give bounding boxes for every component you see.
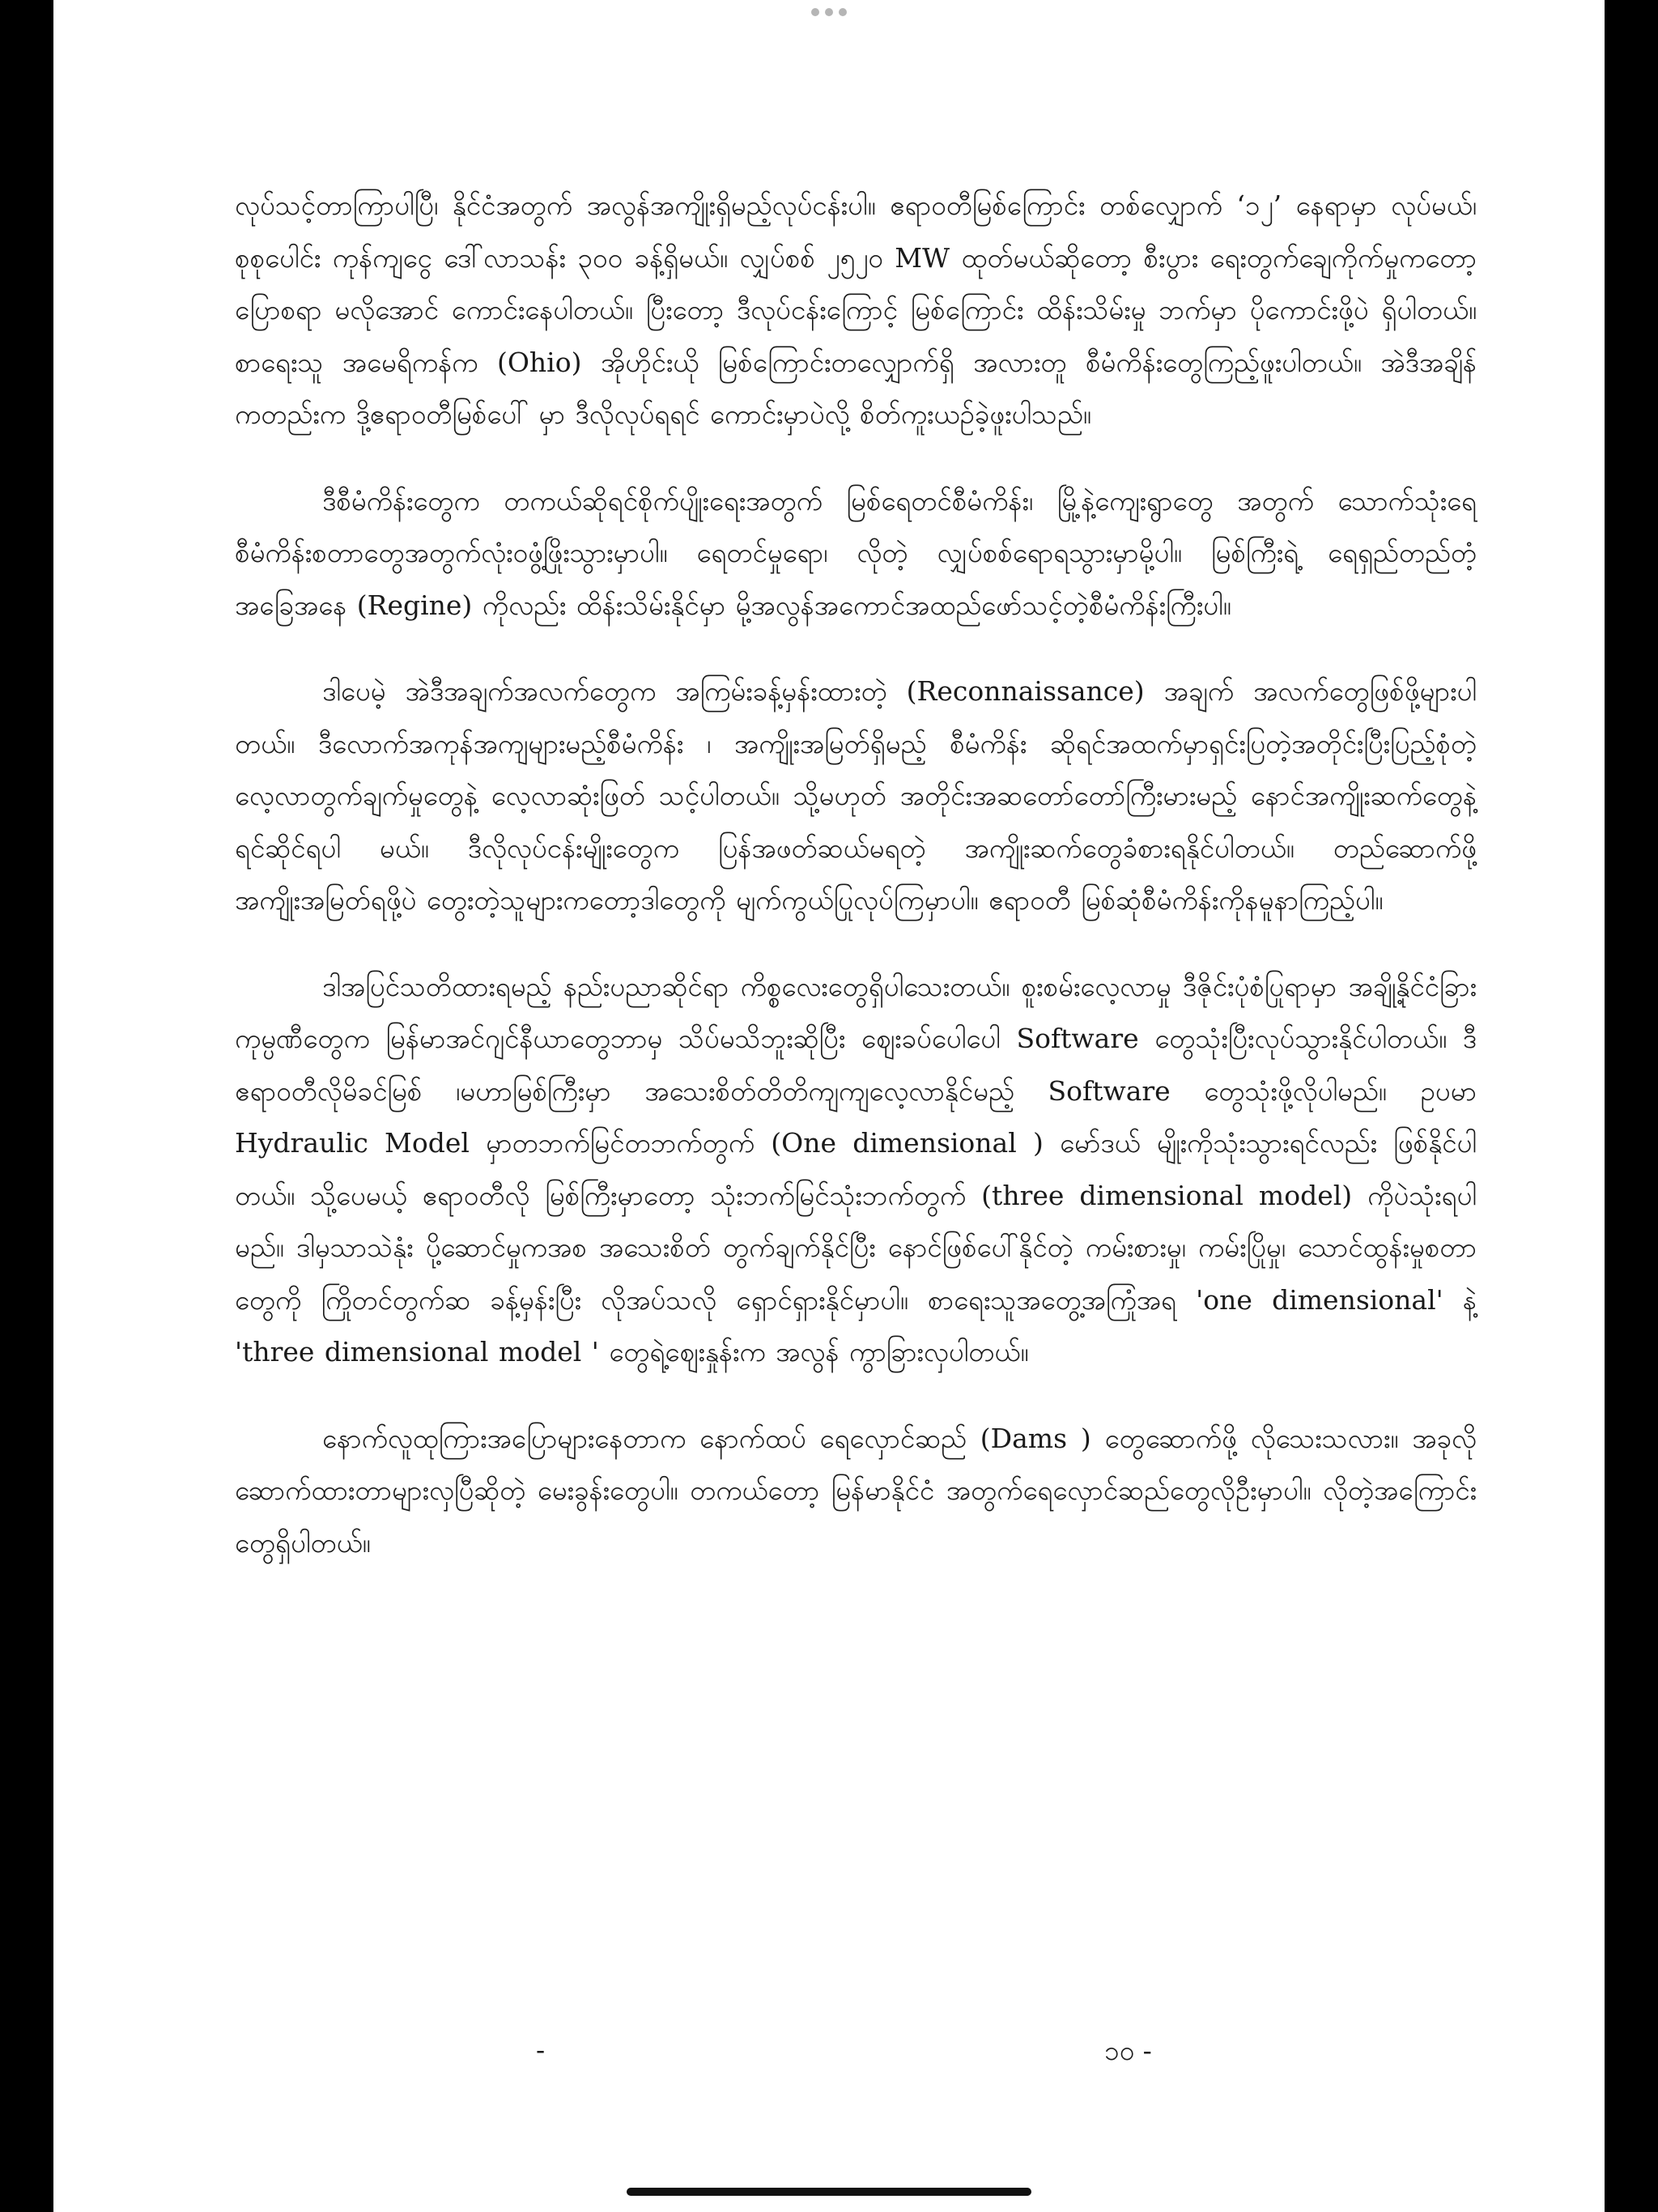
- paragraph-2: ဒီစီမံကိန်းတွေက တကယ်ဆိုရင်စိုက်ပျိုးရေးအတွက် မြစ်ရေတင်စီမံကိန်း၊ မြို့နဲ့ကျေးရွာတွေ အတွက် သောက်သုံးရေစီမံကိန်းစတာတွေအတွက်လုံးဝဖွံ့ဖြိုးသွားမှာပါ။ ရေတင်မှုရော၊ လိုတဲ့ လျှပ်စစ်ရောရသွားမှာမို့ပါ။ မြစ်ကြီးရဲ့ ရေရှည်တည်တံ့ အခြေအနေ (Regine) ကိုလည်း ထိန်းသိမ်းနိုင်မှာ မို့အလွန်အကောင်အထည်ဖော်သင့်တဲ့စီမံကိန်းကြီးပါ။: [235, 484, 1477, 621]
- paragraph-5: နောက်လူထုကြားအပြောများနေတာက နောက်ထပ် ရေလှောင်ဆည် (Dams ) တွေဆောက်ဖို့ လိုသေးသလား။ အခုလို ဆောက်ထားတာများလှပြီဆိုတဲ့ မေးခွန်းတွေပါ။ တကယ်တော့ မြန်မာနိုင်ငံ အတွက်ရေလှောင်ဆည်တွေလိုဦးမှာပါ။ လိုတဲ့အကြောင်းတွေရှိပါတယ်။: [235, 1422, 1477, 1559]
- footer-dash: -: [536, 2034, 546, 2065]
- paragraph-4: ဒါအပြင်သတိထားရမည့် နည်းပညာဆိုင်ရာ ကိစ္စလေးတွေရှိပါသေးတယ်။ စူးစမ်းလေ့လာမှု ဒီဇိုင်းပုံစံပြုရာမှာ အချို့နိုင်ငံခြားကုမ္ပဏီတွေက မြန်မာအင်ဂျင်နီယာတွေဘာမှ သိပ်မသိဘူးဆိုပြီး ဈေးခပ်ပေါပေါ Software တွေသုံးပြီးလုပ်သွားနိုင်ပါတယ်။ ဒီဧရာဝတီလိုမိခင်မြစ် ၊မဟာမြစ်ကြီးမှာ အသေးစိတ်တိတိကျကျလေ့လာနိုင်မည့် Software တွေသုံးဖို့လိုပါမည်။ ဥပမာ Hydraulic Model မှာတဘက်မြင်တဘက်တွက် (One dimensional ) မော်ဒယ် မျိုးကိုသုံးသွားရင်လည်း ဖြစ်နိုင်ပါတယ်။ သို့ပေမယ့် ဧရာဝတီလို မြစ်ကြီးမှာတော့ သုံးဘက်မြင်သုံးဘက်တွက် (three dimensional model) ကိုပဲသုံးရပါမည်။ ဒါမှသာသဲနုံး ပို့ဆောင်မှုကအစ အသေးစိတ် တွက်ချက်နိုင်ပြီး နောင်ဖြစ်ပေါ်နိုင်တဲ့ ကမ်းစားမှု၊ ကမ်းပြိုမှု၊ သောင်ထွန်းမှုစတာတွေကို ကြိုတင်တွက်ဆ ခန့်မှန်းပြီး လိုအပ်သလို ရှောင်ရှားနိုင်မှာပါ။ စာရေးသူအတွေ့အကြုံအရ 'one dimensional' နဲ့ 'three dimensional model ' တွေရဲ့ဈေးနှုန်းက အလွန် ကွာခြားလှပါတယ်။: [235, 970, 1477, 1368]
- dot: [811, 8, 819, 16]
- document-page: [53, 0, 1605, 2212]
- paragraph-1: လုပ်သင့်တာကြာပါပြီ၊ နိုင်ငံအတွက် အလွန်အကျိုးရှိမည့်လုပ်ငန်းပါ။ ဧရာဝတီမြစ်ကြောင်း တစ်လျှောက် ‘၁၂’ နေရာမှာ လုပ်မယ်၊ စုစုပေါင်း ကုန်ကျငွေ ဒေါ်လာသန်း ၃၀၀ ခန့်ရှိမယ်။ လျှပ်စစ် ၂၅၂၀ MW ထုတ်မယ်ဆိုတော့ စီးပွား ရေးတွက်ချေကိုက်မှုကတော့ ပြောစရာ မလိုအောင် ကောင်းနေပါတယ်။ ပြီးတော့ ဒီလုပ်ငန်းကြောင့် မြစ်ကြောင်း ထိန်းသိမ်းမှု ဘက်မှာ ပိုကောင်းဖို့ပဲ ရှိပါတယ်။ စာရေးသူ အမေရိကန်က (Ohio) အိုဟိုင်းယို မြစ်ကြောင်းတလျှောက်ရှိ အလားတူ စီမံကိန်းတွေကြည့်ဖူးပါတယ်။ အဲဒီအချိန်ကတည်းက ဒို့ဧရာဝတီမြစ်ပေါ် မှာ ဒီလိုလုပ်ရရင် ကောင်းမှာပဲလို့ စိတ်ကူးယဉ်ခဲ့ဖူးပါသည်။: [235, 189, 1477, 430]
- dot: [825, 8, 833, 16]
- more-dots-icon[interactable]: [811, 8, 847, 16]
- paragraph-3: ဒါပေမဲ့ အဲဒီအချက်အလက်တွေက အကြမ်းခန့်မှန်းထားတဲ့ (Reconnaissance) အချက် အလက်တွေဖြစ်ဖို့များပါတယ်။ ဒီလောက်အကုန်အကျများမည့်စီမံကိန်း ၊ အကျိုးအမြတ်ရှိမည့် စီမံကိန်း ဆိုရင်အထက်မှာရှင်းပြတဲ့အတိုင်းပြီးပြည့်စုံတဲ့ လေ့လာတွက်ချက်မှုတွေနဲ့ လေ့လာဆုံးဖြတ် သင့်ပါတယ်။ သို့မဟုတ် အတိုင်းအဆတော်တော်ကြီးမားမည့် နောင်အကျိုးဆက်တွေနဲ့ ရင်ဆိုင်ရပါ မယ်။ ဒီလိုလုပ်ငန်းမျိုးတွေက ပြန်အဖတ်ဆယ်မရတဲ့ အကျိုးဆက်တွေခံစားရနိုင်ပါတယ်။ တည်ဆောက်ဖို့ အကျိုးအမြတ်ရဖို့ပဲ တွေးတဲ့သူများကတော့ဒါတွေကို မျက်ကွယ်ပြုလုပ်ကြမှာပါ။ ဧရာဝတီ မြစ်ဆုံစီမံကိန်းကိုနမူနာကြည့်ပါ။: [235, 675, 1477, 916]
- home-indicator[interactable]: [627, 2188, 1031, 2196]
- page-number: ၁၀ -: [1104, 2035, 1152, 2066]
- document-body: [235, 180, 1477, 1603]
- dot: [839, 8, 847, 16]
